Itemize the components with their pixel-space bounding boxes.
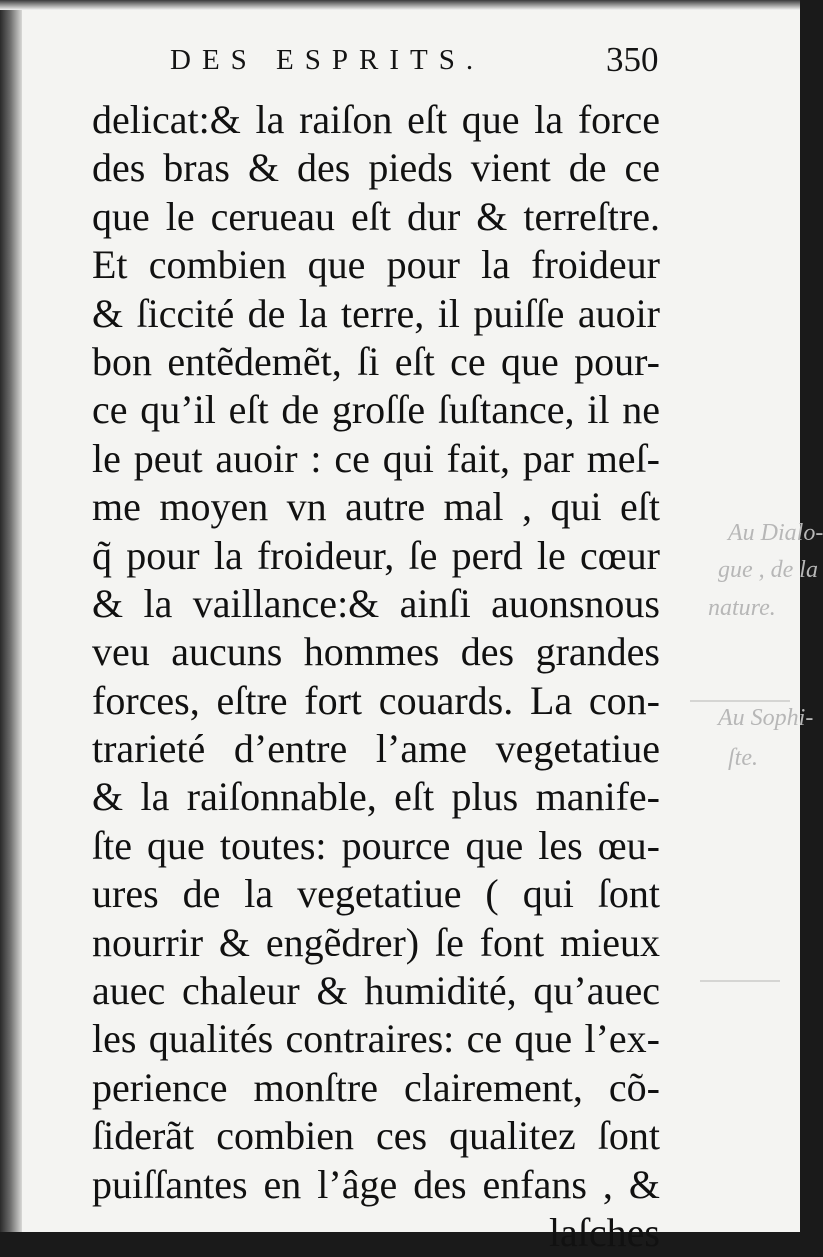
text-line: perience monſtre clairement, cõ- [92,1064,660,1110]
text-line: me moyen vn autre mal , qui eſt [92,484,660,530]
text-line: ce qu’il eſt de groſſe ſuſtance, il ne [92,387,660,433]
margin-notes [688,0,823,1232]
text-line: ſiderãt combien ces qualitez ſont [92,1113,660,1159]
text-line: forces, eſtre fort couards. La con- [92,677,660,723]
text-line: ſte que toutes: pource que les œu- [92,822,660,868]
text-line: veu aucuns hommes des grandes [92,629,660,675]
text-line: le peut auoir : ce qui fait, par meſ- [92,435,660,481]
text-line: puiſſantes en l’âge des enfans , & [92,1161,660,1207]
page-top-edge [0,0,800,10]
text-line: les qualités contraires: ce que l’ex- [92,1016,660,1062]
margin-note: Au Sophi- [718,705,814,731]
page-header [170,40,690,84]
binding-shadow [0,0,22,1232]
text-line: q̃ pour la froideur, ſe perd le cœur [92,532,660,578]
catchword: laſches [548,1209,660,1255]
text-line: ures de la vegetatiue ( qui ſont [92,871,660,917]
text-line: des bras & des pieds vient de ce [92,145,660,191]
page-number: 350 [606,40,659,79]
margin-note: Au Dialo- [728,520,823,546]
running-head: DES ESPRITS. [170,44,485,76]
text-line: & la vaillance:& ainſi auonsnous [92,580,660,626]
text-line: que le cerueau eſt dur & terreſtre. [92,193,660,239]
text-line: delicat:& la raiſon eſt que la force [92,97,660,142]
text-line: trarieté d’entre l’ame vegetatiue [92,726,660,772]
margin-note: nature. [708,595,776,621]
text-line: & ſiccité de la terre, il puiſſe auoir [92,290,660,336]
text-line: bon entẽdemẽt, ſi eſt ce que pour- [92,338,660,384]
text-line: & la raiſonnable, eſt plus manife- [92,774,660,820]
text-line: nourrir & engẽdrer) ſe font mieux [92,919,660,965]
body-text [92,96,660,1257]
text-line: Et combien que pour la froideur [92,242,660,288]
margin-note: gue , de la [718,557,818,583]
margin-note: ſte. [728,745,758,771]
text-line: auec chaleur & humidité, qu’auec [92,968,660,1014]
